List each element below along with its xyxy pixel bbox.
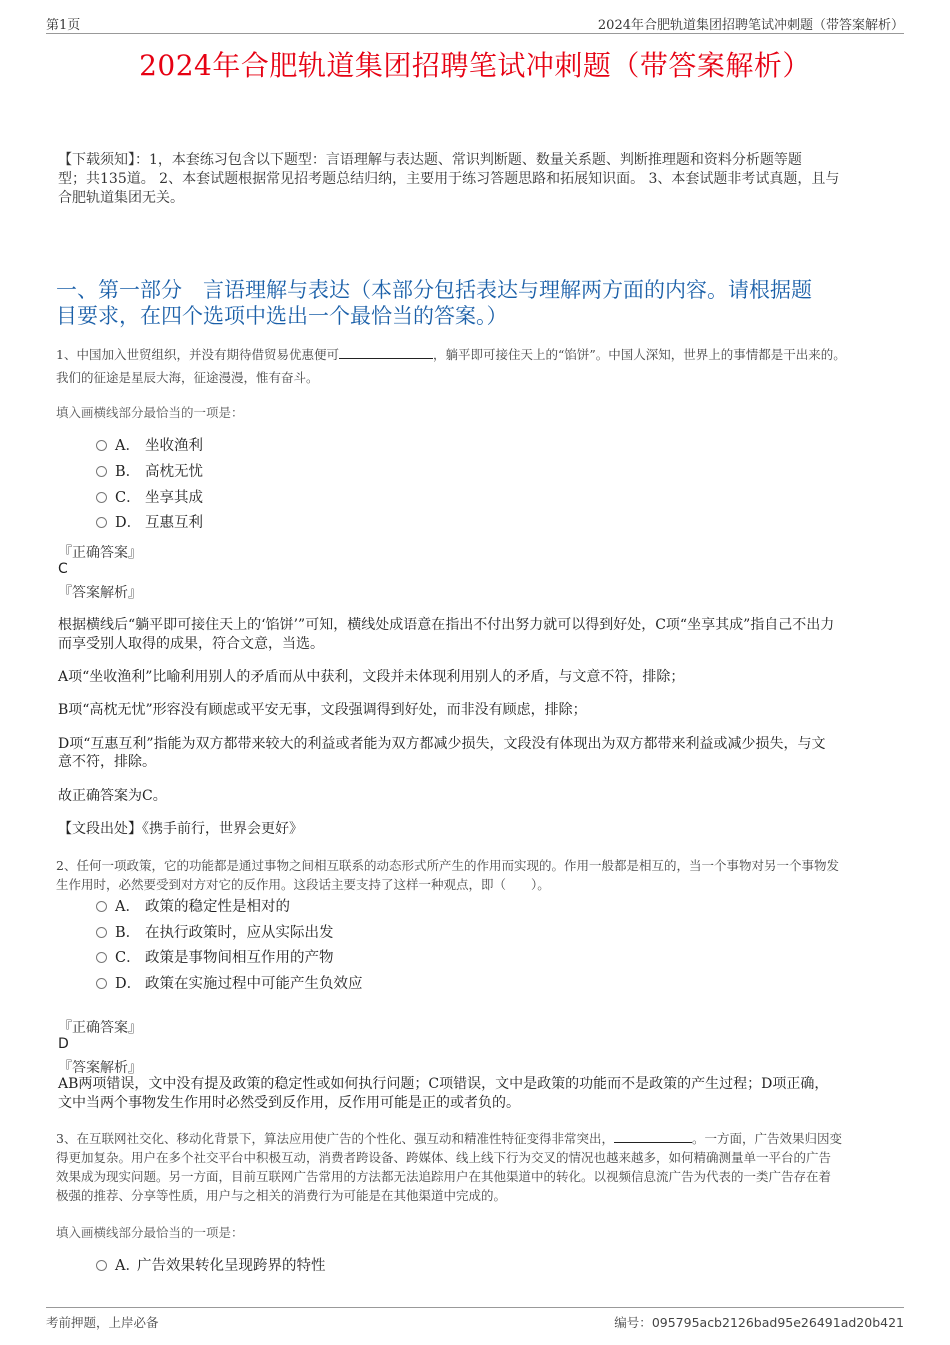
question-2-text-line-2: 生作用时，必然要受到对方对它的反作用。这段话主要支持了这样一种观点，即（ ）。 <box>56 877 550 892</box>
question-2-analysis-line: 文中当两个事物发生作用时必然受到反作用，反作用可能是正的或者负的。 <box>58 1095 520 1111</box>
footer-slogan: 考前押题，上岸必备 <box>46 1315 159 1330</box>
question-1-analysis-line: 故正确答案为C。 <box>58 788 167 804</box>
question-1-analysis-line: D项“互惠互利”指能为双方都带来较大的利益或者能为双方都减少损失，文段没有体现出为双方都带来利益或减少损失，与文 <box>58 736 826 752</box>
question-2-analysis-label: 『答案解析』 <box>58 1060 142 1076</box>
question-3-text-b: 。一方面，广告效果归因变 <box>691 1131 842 1146</box>
radio-icon[interactable] <box>96 466 107 477</box>
question-2-correct-answer: D <box>58 1036 69 1052</box>
question-1-text-line-2: 我们的征途是星辰大海，征途漫漫，惟有奋斗。 <box>56 370 319 385</box>
section-heading-line-2: 目要求，在四个选项中选出一个最恰当的答案。） <box>56 304 508 328</box>
notice-line-1: 【下载须知】：1，本套练习包含以下题型：言语理解与表达题、常识判断题、数量关系题、判断推理题和资料分析题等题 <box>58 152 802 168</box>
radio-icon[interactable] <box>96 927 107 938</box>
question-2-option-b[interactable]: B． 在执行政策时，应从实际出发 <box>96 923 334 943</box>
radio-icon[interactable] <box>96 952 107 963</box>
notice-line-3: 合肥轨道集团无关。 <box>58 190 184 206</box>
question-3-text-a: 3、在互联网社交化、移动化背景下，算法应用使广告的个性化、强互动和精准性特征变得非常突出， <box>56 1131 614 1146</box>
question-1-analysis-line: 根据横线后“躺平即可接住天上的‘馅饼’”可知，横线处成语意在指出不付出努力就可以得到好处，C项“坐享其成”指自己不出力 <box>58 617 835 633</box>
header-divider <box>46 33 904 34</box>
footer-divider <box>46 1307 904 1308</box>
question-2-option-c[interactable]: C． 政策是事物间相互作用的产物 <box>96 948 334 968</box>
section-heading-line-1: 一、第一部分 言语理解与表达（本部分包括表达与理解两方面的内容。请根据题 <box>56 278 812 302</box>
radio-icon[interactable] <box>96 901 107 912</box>
page-title: 2024年合肥轨道集团招聘笔试冲刺题（带答案解析） <box>139 49 811 82</box>
question-3-option-a[interactable]: A．广告效果转化呈现跨界的特性 <box>96 1256 326 1276</box>
question-1-analysis-line: A项“坐收渔利”比喻利用别人的矛盾而从中获利，文段并未体现利用别人的矛盾，与文意不符，排除； <box>58 669 685 685</box>
radio-icon[interactable] <box>96 1260 107 1271</box>
question-1-option-a[interactable]: A． 坐收渔利 <box>96 436 203 456</box>
footer-code-value: 095795acb2126bad95e26491ad20b421 <box>651 1315 904 1330</box>
footer-code <box>614 1313 904 1331</box>
radio-icon[interactable] <box>96 978 107 989</box>
question-2-correct-label: 『正确答案』 <box>58 1020 142 1036</box>
question-1-analysis-label: 『答案解析』 <box>58 585 142 601</box>
question-3-text-line-2: 得更加复杂。用户在多个社交平台中积极互动，消费者跨设备、跨媒体、线上线下行为交叉的情况也越来越多，如何精确测量单一平台的广告 <box>56 1150 832 1165</box>
question-1-analysis-line: 而享受别人取得的成果，符合文意，当选。 <box>58 636 324 652</box>
question-1-option-b[interactable]: B． 高枕无忧 <box>96 462 203 482</box>
question-1-text <box>56 345 846 364</box>
question-3-prompt: 填入画横线部分最恰当的一项是： <box>56 1225 244 1240</box>
question-1-blank <box>339 346 433 359</box>
question-1-prompt: 填入画横线部分最恰当的一项是： <box>56 405 244 420</box>
question-3-text <box>56 1129 842 1148</box>
header-doc-title: 2024年合肥轨道集团招聘笔试冲刺题（带答案解析） <box>597 18 904 33</box>
radio-icon[interactable] <box>96 440 107 451</box>
question-1-option-c[interactable]: C． 坐享其成 <box>96 488 203 508</box>
question-3-text-line-4: 极强的推荐、分享等性质，用户与之相关的消费行为可能是在其他渠道中完成的。 <box>56 1188 507 1203</box>
page-number: 第1页 <box>46 18 81 33</box>
question-1-text-b: ，躺平即可接住天上的“馅饼”。中国人深知，世界上的事情都是干出来的。 <box>432 347 846 362</box>
question-1-analysis-line: 意不符，排除。 <box>58 754 156 770</box>
question-3-blank <box>614 1130 692 1143</box>
notice-line-2: 型；共135道。 2、本套试题根据常见招考题总结归纳，主要用于练习答题思路和拓展知识面。 3、本套试题非考试真题，且与 <box>58 171 840 187</box>
question-2-analysis-line: AB两项错误，文中没有提及政策的稳定性或如何执行问题；C项错误，文中是政策的功能而不是政策的产生过程；D项正确， <box>58 1076 829 1092</box>
question-3-text-line-3: 效果成为现实问题。另一方面，目前互联网广告常用的方法都无法追踪用户在其他渠道中的转化。以视频信息流广告为代表的一类广告存在着 <box>56 1169 832 1184</box>
question-1-text-a: 1、中国加入世贸组织，并没有期待借贸易优惠便可 <box>56 347 339 362</box>
question-1-analysis-line: B项“高枕无忧”形容没有顾虑或平安无事，文段强调得到好处，而非没有顾虑，排除； <box>58 702 587 718</box>
question-1-correct-label: 『正确答案』 <box>58 545 142 561</box>
radio-icon[interactable] <box>96 517 107 528</box>
question-1-source: 【文段出处】《携手前行，世界会更好》 <box>58 821 303 837</box>
question-1-correct-answer: C <box>58 561 68 577</box>
radio-icon[interactable] <box>96 492 107 503</box>
question-2-text-line-1: 2、任何一项政策，它的功能都是通过事物之间相互联系的动态形式所产生的作用而实现的。作用一般都是相互的，当一个事物对另一个事物发 <box>56 858 839 873</box>
question-2-option-a[interactable]: A． 政策的稳定性是相对的 <box>96 897 290 917</box>
footer-code-label: 编号： <box>614 1315 652 1330</box>
question-2-option-d[interactable]: D． 政策在实施过程中可能产生负效应 <box>96 974 363 994</box>
question-1-option-d[interactable]: D． 互惠互利 <box>96 513 203 533</box>
